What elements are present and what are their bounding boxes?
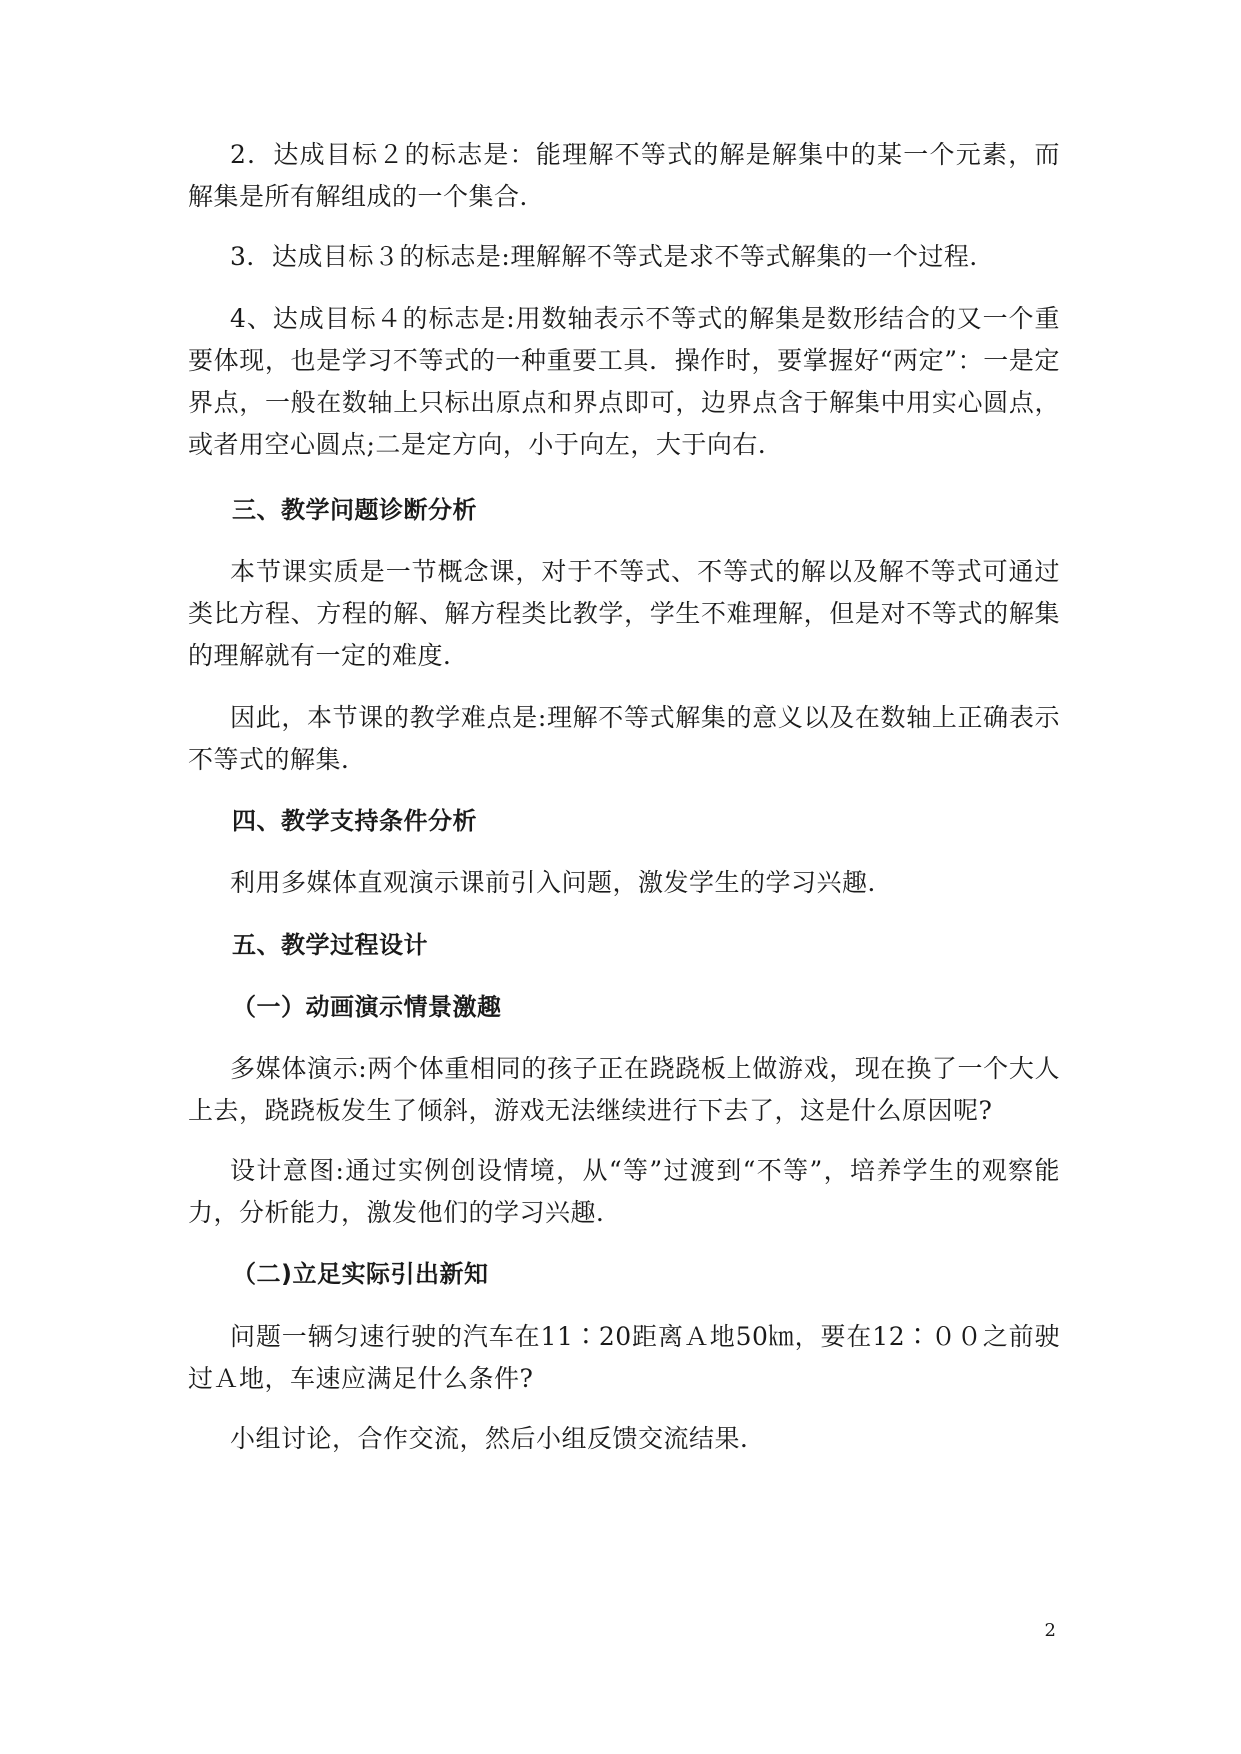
paragraph-car-problem: 问题一辆匀速行驶的汽车在11∶20距离Ａ地50㎞，要在12∶００之前驶过Ａ地，车速应满足什么条件? [188,1322,1060,1393]
page-number: 2 [1044,1620,1056,1641]
paragraph-concept-lesson: 本节课实质是一节概念课，对于不等式、不等式的解以及解不等式可通过类比方程、方程的解、解方程类比教学，学生不难理解，但是对不等式的解集的理解就有一定的难度． [188,557,1060,670]
heading-animation-intro: （一）动画演示情景激趣 [232,993,502,1021]
heading-support-conditions: 四、教学支持条件分析 [232,807,477,835]
paragraph-teaching-difficulty: 因此，本节课的教学难点是:理解不等式解集的意义以及在数轴上正确表示不等式的解集． [188,703,1060,774]
heading-problem-diagnosis: 三、教学问题诊断分析 [232,496,477,524]
heading-process-design: 五、教学过程设计 [232,931,428,959]
paragraph-goal-4: 4、达成目标４的标志是:用数轴表示不等式的解集是数形结合的又一个重要体现，也是学习不等式的一种重要工具．操作时，要掌握好“两定”：一是定界点，一般在数轴上只标出原点和界点即可，边界点含于解集中用实心圆点，或者用空心圆点;二是定方向，小于向左，大于向右． [188,304,1060,459]
paragraph-group-discussion: 小组讨论，合作交流，然后小组反馈交流结果． [230,1424,766,1453]
paragraph-goal-3: 3．达成目标３的标志是:理解解不等式是求不等式解集的一个过程． [230,242,995,271]
heading-new-knowledge: （二)立足实际引出新知 [232,1260,489,1288]
paragraph-seesaw-demo: 多媒体演示:两个体重相同的孩子正在跷跷板上做游戏，现在换了一个大人上去，跷跷板发生了倾斜，游戏无法继续进行下去了，这是什么原因呢? [188,1054,1060,1125]
paragraph-goal-2: 2．达成目标２的标志是：能理解不等式的解是解集中的某一个元素，而解集是所有解组成的一个集合． [188,140,1060,211]
paragraph-multimedia: 利用多媒体直观演示课前引入问题，激发学生的学习兴趣． [230,868,894,897]
paragraph-design-intent: 设计意图:通过实例创设情境，从“等”过渡到“不等”，培养学生的观察能力，分析能力，激发他们的学习兴趣． [188,1156,1060,1227]
